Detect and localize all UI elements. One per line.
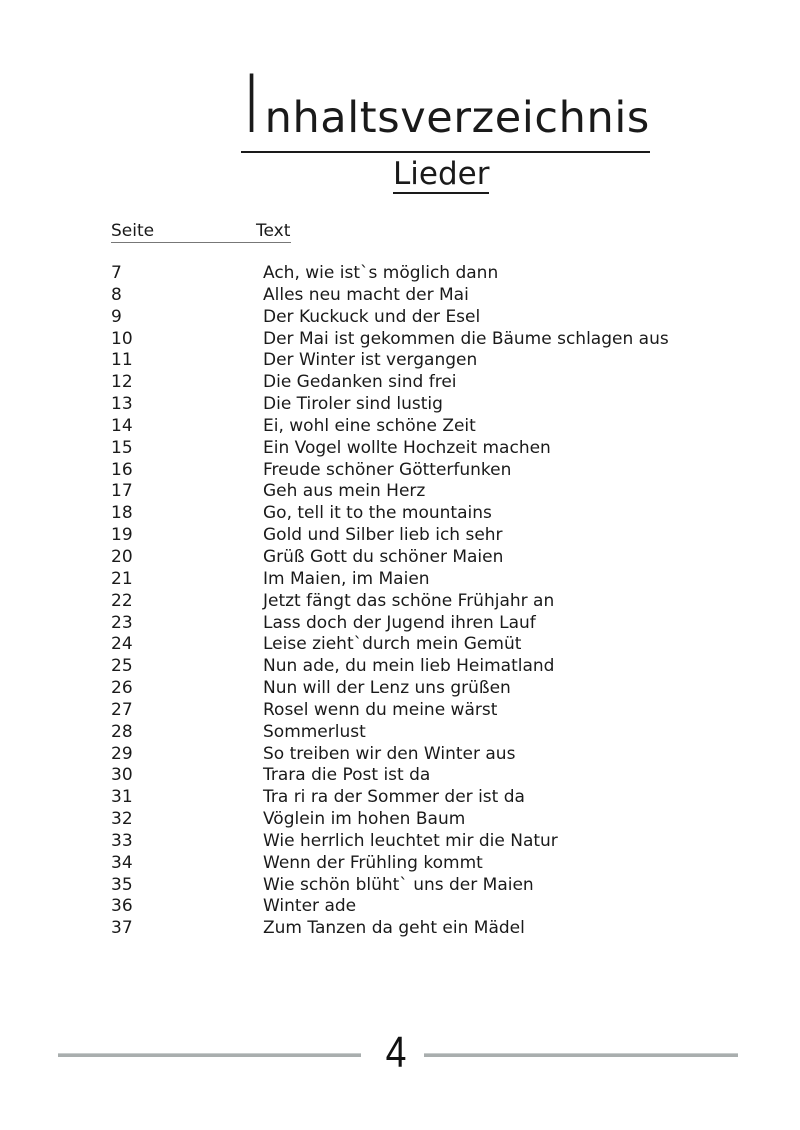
toc-row [111, 350, 691, 372]
song-title: Go, tell it to the mountains [263, 503, 492, 524]
toc-row [111, 394, 691, 416]
footer-page-number: 4 [385, 1028, 407, 1077]
song-title: Rosel wenn du meine wärst [263, 699, 498, 720]
page-number: 28 [111, 721, 133, 742]
title-initial: I [241, 58, 265, 151]
page-number: 17 [111, 481, 133, 502]
toc-row [111, 591, 691, 613]
page-number: 16 [111, 459, 133, 480]
song-title: Jetzt fängt das schöne Frühjahr an [263, 590, 555, 611]
song-title: Alles neu macht der Mai [263, 284, 469, 305]
page-number: 22 [111, 590, 133, 611]
toc-row [111, 765, 691, 787]
footer-rule-right [424, 1053, 738, 1057]
song-title: Zum Tanzen da geht ein Mädel [263, 918, 525, 939]
page-number: 30 [111, 765, 133, 786]
toc-list [111, 263, 691, 940]
toc-row [111, 853, 691, 875]
title-rest: nhaltsverzeichnis [264, 93, 650, 143]
toc-row [111, 460, 691, 482]
toc-row [111, 744, 691, 766]
toc-row [111, 656, 691, 678]
song-title: Winter ade [263, 896, 357, 917]
page-number: 26 [111, 678, 133, 699]
table-of-contents [111, 220, 691, 940]
toc-row [111, 438, 691, 460]
toc-row [111, 481, 691, 503]
page-number: 12 [111, 372, 133, 393]
toc-row [111, 285, 691, 307]
title-block [241, 58, 650, 153]
page-number: 31 [111, 787, 133, 808]
toc-row [111, 787, 691, 809]
toc-row [111, 809, 691, 831]
song-title: Der Mai ist gekommen die Bäume schlagen aus [263, 328, 669, 349]
song-title: Freude schöner Götterfunken [263, 459, 512, 480]
song-title: Wenn der Frühling kommt [263, 852, 483, 873]
page-number: 10 [111, 328, 133, 349]
song-title: Nun will der Lenz uns grüßen [263, 678, 511, 699]
song-title: Wie herrlich leuchtet mir die Natur [263, 830, 558, 851]
toc-header [111, 220, 291, 243]
page-number: 7 [111, 263, 122, 283]
toc-row [111, 875, 691, 897]
toc-row [111, 634, 691, 656]
song-title: Lass doch der Jugend ihren Lauf [263, 612, 536, 633]
page-number: 19 [111, 525, 133, 546]
toc-row [111, 896, 691, 918]
toc-row [111, 918, 691, 940]
header-page: Seite [111, 221, 155, 241]
page-number: 13 [111, 394, 133, 415]
song-title: Vöglein im hohen Baum [263, 809, 466, 830]
song-title: Die Gedanken sind frei [263, 372, 457, 393]
song-title: Sommerlust [263, 721, 366, 742]
toc-row [111, 329, 691, 351]
song-title: Geh aus mein Herz [263, 481, 426, 502]
song-title: Nun ade, du mein lieb Heimatland [263, 656, 555, 677]
toc-row [111, 263, 691, 285]
page-footer [58, 1028, 740, 1078]
toc-row [111, 678, 691, 700]
song-title: Wie schön blüht` uns der Maien [263, 874, 534, 895]
toc-row [111, 503, 691, 525]
page-number: 15 [111, 437, 133, 458]
page-number: 23 [111, 612, 133, 633]
song-title: So treiben wir den Winter aus [263, 743, 516, 764]
toc-row [111, 700, 691, 722]
page-number: 14 [111, 415, 133, 436]
song-title: Ein Vogel wollte Hochzeit machen [263, 437, 551, 458]
toc-row [111, 569, 691, 591]
song-title: Trara die Post ist da [263, 765, 431, 786]
song-title: Leise zieht`durch mein Gemüt [263, 634, 522, 655]
page-number: 20 [111, 546, 133, 567]
song-title: Ei, wohl eine schöne Zeit [263, 415, 476, 436]
page-number: 25 [111, 656, 133, 677]
song-title: Grüß Gott du schöner Maien [263, 546, 504, 567]
toc-row [111, 547, 691, 569]
toc-row [111, 722, 691, 744]
toc-row [111, 416, 691, 438]
header-text: Text [256, 221, 291, 241]
page-title [241, 58, 650, 153]
toc-row [111, 831, 691, 853]
song-title: Der Winter ist vergangen [263, 350, 478, 371]
page-number: 35 [111, 874, 133, 895]
song-title: Ach, wie ist`s möglich dann [263, 263, 499, 283]
toc-row [111, 372, 691, 394]
page-number: 36 [111, 896, 133, 917]
footer-rule-left [58, 1053, 361, 1057]
page-number: 37 [111, 918, 133, 939]
song-title: Im Maien, im Maien [263, 568, 430, 589]
page-number: 21 [111, 568, 133, 589]
page-number: 27 [111, 699, 133, 720]
page-number: 29 [111, 743, 133, 764]
page-number: 33 [111, 830, 133, 851]
song-title: Tra ri ra der Sommer der ist da [263, 787, 525, 808]
page-number: 11 [111, 350, 133, 371]
song-title: Der Kuckuck und der Esel [263, 306, 481, 327]
page-number: 24 [111, 634, 133, 655]
toc-row [111, 525, 691, 547]
song-title: Gold und Silber lieb ich sehr [263, 525, 503, 546]
toc-row [111, 613, 691, 635]
page-number: 9 [111, 306, 122, 327]
page-number: 32 [111, 809, 133, 830]
toc-row [111, 307, 691, 329]
page-number: 8 [111, 284, 122, 305]
page-number: 18 [111, 503, 133, 524]
section-subtitle: Lieder [393, 156, 490, 192]
song-title: Die Tiroler sind lustig [263, 394, 443, 415]
page-number: 34 [111, 852, 133, 873]
